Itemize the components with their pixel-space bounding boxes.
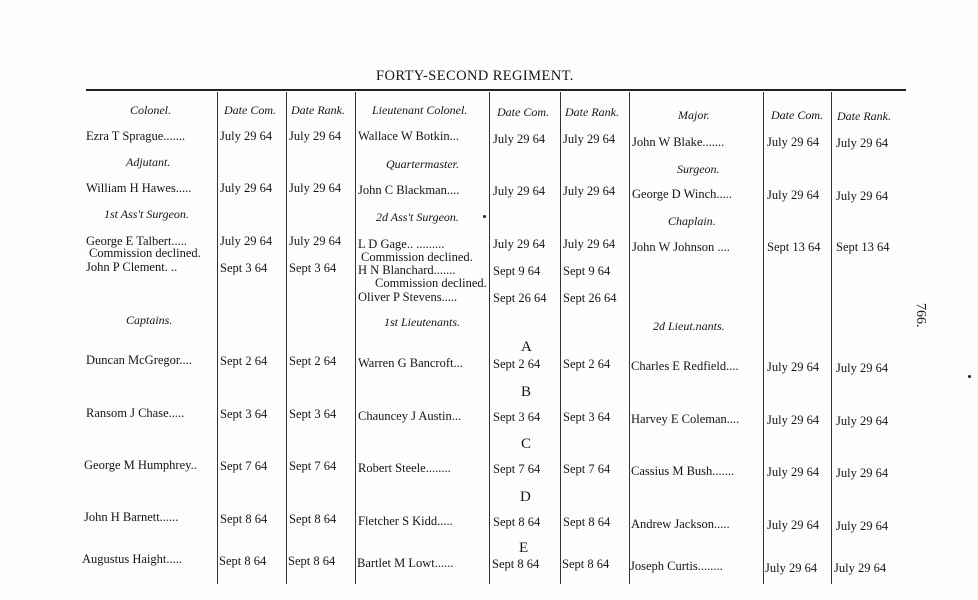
first-lieutenant-name: Fletcher S Kidd.....: [358, 514, 453, 528]
page-title: FORTY-SECOND REGIMENT.: [376, 68, 574, 84]
first-lieutenant-name: Robert Steele........: [358, 461, 451, 475]
section-second-lieutenants: 2d Lieut.nants.: [653, 319, 725, 333]
captain-name: George M Humphrey..: [84, 458, 197, 472]
header-date-rank: Date Rank.: [291, 103, 345, 117]
date-com: July 29 64: [765, 561, 818, 575]
company-letter: B: [521, 384, 532, 400]
column-divider: [831, 92, 832, 584]
date-rank: Sept 26 64: [563, 291, 617, 305]
commission-note: Commission declined.: [375, 276, 487, 290]
date-com: Sept 13 64: [767, 240, 821, 254]
date-com: Sept 7 64: [493, 462, 541, 476]
date-rank: Sept 3 64: [563, 410, 611, 424]
date-rank: July 29 64: [289, 234, 342, 248]
date-rank: July 29 64: [836, 466, 889, 480]
date-com: Sept 2 64: [493, 357, 541, 371]
captain-name: Duncan McGregor....: [86, 353, 192, 367]
company-letter: A: [521, 339, 532, 355]
ink-dot: [968, 375, 971, 378]
first-lieutenant-name: Bartlet M Lowt......: [357, 556, 454, 570]
adjutant-name: William H Hawes.....: [86, 181, 192, 195]
date-rank: Sept 8 64: [562, 557, 610, 571]
date-com: Sept 8 64: [219, 554, 267, 568]
date-rank: Sept 8 64: [288, 554, 336, 568]
company-letter: E: [519, 540, 529, 556]
header-date-com: Date Com.: [224, 103, 276, 117]
column-divider: [217, 92, 218, 584]
section-surgeon: Surgeon.: [677, 162, 720, 176]
date-rank: July 29 64: [289, 181, 342, 195]
date-rank: July 29 64: [563, 132, 616, 146]
date-com: Sept 9 64: [493, 264, 541, 278]
date-rank: July 29 64: [836, 361, 889, 375]
date-rank: Sept 8 64: [289, 512, 337, 526]
company-letter: C: [521, 436, 532, 452]
second-lieutenant-name: Joseph Curtis........: [630, 559, 723, 573]
header-lieutenant-colonel: Lieutenant Colonel.: [372, 103, 468, 117]
header-major: Major.: [678, 108, 710, 122]
date-com: July 29 64: [767, 413, 820, 427]
second-lieutenant-name: Andrew Jackson.....: [631, 517, 730, 531]
section-chaplain: Chaplain.: [668, 214, 716, 228]
date-com: Sept 3 64: [220, 407, 268, 421]
second-lieutenant-name: Charles E Redfield....: [631, 359, 739, 373]
date-com: July 29 64: [220, 181, 273, 195]
date-rank: July 29 64: [836, 414, 889, 428]
date-rank: July 29 64: [836, 136, 889, 150]
date-com: July 29 64: [493, 184, 546, 198]
date-com: July 29 64: [220, 234, 273, 248]
date-rank: Sept 8 64: [563, 515, 611, 529]
date-rank: Sept 2 64: [563, 357, 611, 371]
quartermaster-name: John C Blackman....: [358, 183, 460, 197]
captain-name: Ransom J Chase.....: [86, 406, 185, 420]
section-quartermaster: Quartermaster.: [386, 157, 460, 171]
page-number: 766.: [913, 303, 928, 328]
header-date-rank: Date Rank.: [565, 105, 619, 119]
date-com: Sept 26 64: [493, 291, 547, 305]
captain-name: John H Barnett......: [84, 510, 179, 524]
date-rank: July 29 64: [563, 184, 616, 198]
header-date-rank: Date Rank.: [837, 109, 891, 123]
surgeon-name: George D Winch.....: [632, 187, 733, 201]
date-com: Sept 8 64: [220, 512, 268, 526]
asst-surgeon-name: H N Blanchard.......: [358, 263, 456, 277]
first-lieutenant-name: Warren G Bancroft...: [358, 356, 463, 370]
date-com: July 29 64: [767, 188, 820, 202]
date-rank: Sept 3 64: [289, 261, 337, 275]
lt-colonel-name: Wallace W Botkin...: [358, 129, 459, 143]
date-com: July 29 64: [493, 237, 546, 251]
header-date-com: Date Com.: [771, 108, 823, 122]
date-com: Sept 8 64: [493, 515, 541, 529]
date-com: July 29 64: [767, 360, 820, 374]
section-first-asst-surgeon: 1st Ass't Surgeon.: [104, 207, 189, 221]
date-rank: July 29 64: [289, 129, 342, 143]
date-rank: Sept 13 64: [836, 240, 890, 254]
major-name: John W Blake.......: [632, 135, 725, 149]
header-date-com: Date Com.: [497, 105, 549, 119]
date-rank: Sept 9 64: [563, 264, 611, 278]
date-rank: July 29 64: [836, 519, 889, 533]
date-rank: July 29 64: [834, 561, 887, 575]
second-lieutenant-name: Cassius M Bush.......: [631, 464, 735, 478]
date-rank: July 29 64: [563, 237, 616, 251]
column-divider: [286, 92, 287, 584]
column-divider: [763, 92, 764, 584]
asst-surgeon-name: Oliver P Stevens.....: [358, 290, 458, 304]
commission-note: Commission declined.: [361, 250, 473, 264]
column-divider: [629, 92, 630, 584]
column-divider: [560, 92, 561, 584]
date-rank: Sept 7 64: [289, 459, 337, 473]
asst-surgeon-name: George E Talbert.....: [86, 234, 188, 248]
date-com: July 29 64: [220, 129, 273, 143]
date-com: July 29 64: [767, 465, 820, 479]
date-rank: July 29 64: [836, 189, 889, 203]
asst-surgeon-name: L D Gage.. .........: [358, 237, 445, 251]
date-com: Sept 8 64: [492, 557, 540, 571]
section-adjutant: Adjutant.: [126, 155, 171, 169]
date-com: July 29 64: [767, 135, 820, 149]
colonel-name: Ezra T Sprague.......: [86, 129, 186, 143]
date-rank: Sept 7 64: [563, 462, 611, 476]
date-rank: Sept 3 64: [289, 407, 337, 421]
section-captains: Captains.: [126, 313, 173, 327]
ink-dot: [483, 215, 486, 218]
asst-surgeon-name: John P Clement. ..: [86, 260, 178, 274]
chaplain-name: John W Johnson ....: [632, 240, 730, 254]
first-lieutenant-name: Chauncey J Austin...: [358, 409, 462, 423]
date-com: July 29 64: [767, 518, 820, 532]
second-lieutenant-name: Harvey E Coleman....: [631, 412, 740, 426]
column-divider: [489, 92, 490, 584]
date-rank: Sept 2 64: [289, 354, 337, 368]
commission-note: Commission declined.: [89, 246, 201, 260]
date-com: Sept 3 64: [493, 410, 541, 424]
date-com: Sept 7 64: [220, 459, 268, 473]
date-com: July 29 64: [493, 132, 546, 146]
top-rule: [86, 89, 906, 91]
company-letter: D: [520, 489, 531, 505]
date-com: Sept 2 64: [220, 354, 268, 368]
section-second-asst-surgeon: 2d Ass't Surgeon.: [376, 210, 459, 224]
header-colonel: Colonel.: [130, 103, 171, 117]
captain-name: Augustus Haight.....: [82, 552, 182, 566]
column-divider: [355, 92, 356, 584]
date-com: Sept 3 64: [220, 261, 268, 275]
section-first-lieutenants: 1st Lieutenants.: [384, 315, 461, 329]
